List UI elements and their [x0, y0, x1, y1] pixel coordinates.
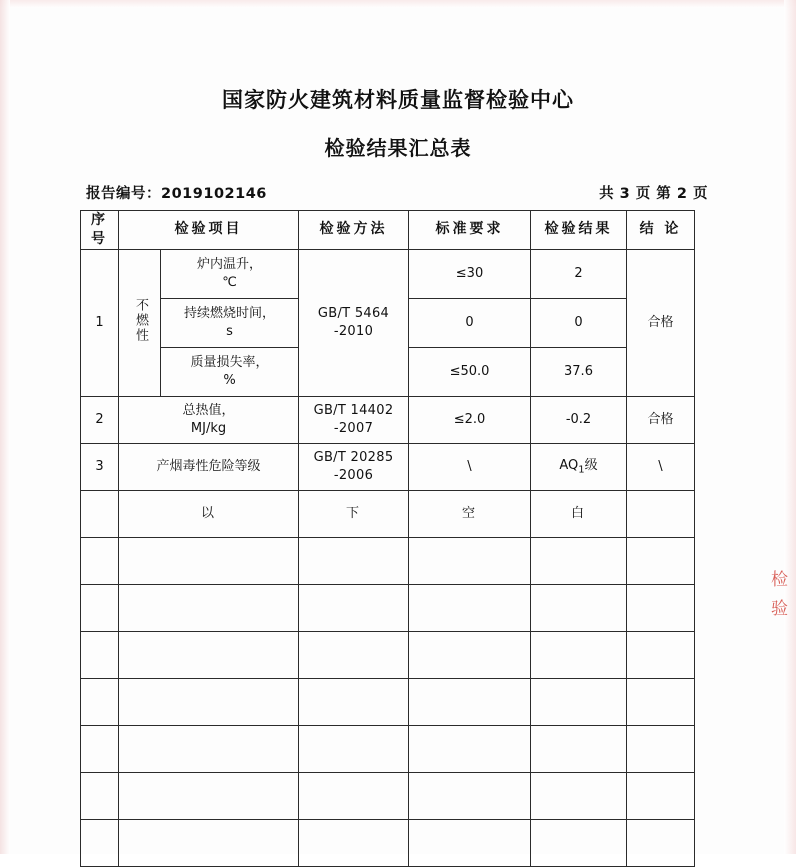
table-row-empty [81, 678, 695, 725]
cell-empty [81, 725, 119, 772]
meta-row [86, 182, 708, 203]
cell-method: 下 [299, 490, 409, 537]
header-standard: 标准要求 [409, 211, 531, 250]
cell-empty [299, 819, 409, 866]
cell-empty [531, 725, 627, 772]
cell-item: 总热值， MJ/kg [119, 396, 299, 443]
cell-empty [299, 537, 409, 584]
cell-empty [299, 772, 409, 819]
cell-empty [409, 631, 531, 678]
cell-empty [409, 772, 531, 819]
cell-empty [81, 584, 119, 631]
cell-empty [119, 819, 299, 866]
cell-item: 产烟毒性危险等级 [119, 443, 299, 490]
cell-empty [627, 819, 695, 866]
cell-result: 0 [531, 298, 627, 347]
cell-result: 2 [531, 249, 627, 298]
cell-empty [81, 631, 119, 678]
results-table [80, 210, 695, 867]
header-item: 检验项目 [119, 211, 299, 250]
cell-empty [531, 537, 627, 584]
cell-standard: ≤30 [409, 249, 531, 298]
cell-empty [531, 819, 627, 866]
cell-result: 白 [531, 490, 627, 537]
cell-empty [81, 772, 119, 819]
cell-empty [81, 537, 119, 584]
table-row-empty [81, 772, 695, 819]
cell-empty [119, 631, 299, 678]
cell-item: 炉内温升， ℃ [161, 249, 299, 298]
cell-empty [299, 584, 409, 631]
cell-empty [627, 584, 695, 631]
cell-method: GB/T 20285 -2006 [299, 443, 409, 490]
cell-empty [299, 678, 409, 725]
table-row-empty [81, 584, 695, 631]
result-prefix: AQ [559, 457, 579, 473]
cell-seq: 3 [81, 443, 119, 490]
report-number: 报告编号：2019102146 [86, 186, 267, 202]
title-block [0, 84, 796, 161]
cell-item: 质量损失率， % [161, 347, 299, 396]
cell-empty [409, 819, 531, 866]
group-label-vertical: 不燃性 [132, 297, 148, 343]
cell-empty [409, 537, 531, 584]
cell-empty [119, 537, 299, 584]
cell-empty [627, 631, 695, 678]
cell-empty [627, 678, 695, 725]
table-row-empty [81, 819, 695, 866]
cell-conclusion: 合格 [627, 249, 695, 396]
cell-standard: 空 [409, 490, 531, 537]
table-row-empty [81, 631, 695, 678]
cell-seq: 2 [81, 396, 119, 443]
page-title: 国家防火建筑材料质量监督检验中心 [222, 88, 574, 112]
cell-empty [299, 725, 409, 772]
page-subtitle: 检验结果汇总表 [324, 136, 472, 160]
cell-conclusion: 合格 [627, 396, 695, 443]
table-row-empty [81, 725, 695, 772]
cell-item: 持续燃烧时间， s [161, 298, 299, 347]
cell-empty [119, 725, 299, 772]
header-seq: 序号 [81, 211, 119, 250]
cell-method: GB/T 5464 -2010 [299, 249, 409, 396]
cell-result: 37.6 [531, 347, 627, 396]
cell-empty [81, 819, 119, 866]
cell-result [531, 443, 627, 490]
cell-empty [119, 584, 299, 631]
cell-empty [409, 725, 531, 772]
cell-result: -0.2 [531, 396, 627, 443]
cell-empty [531, 631, 627, 678]
table-row [81, 249, 695, 298]
red-stamp-mark: 检验 [767, 570, 787, 628]
table-header-row [81, 211, 695, 250]
result-subscript: 1 [578, 464, 585, 476]
cell-empty [299, 631, 409, 678]
cell-empty [627, 537, 695, 584]
page-info: 共 3 页 第 2 页 [599, 186, 708, 202]
cell-standard: ≤2.0 [409, 396, 531, 443]
cell-empty [627, 725, 695, 772]
table-row-empty [81, 537, 695, 584]
cell-method: GB/T 14402 -2007 [299, 396, 409, 443]
header-result: 检验结果 [531, 211, 627, 250]
table-row [81, 443, 695, 490]
cell-empty [119, 678, 299, 725]
cell-conclusion [627, 490, 695, 537]
cell-empty [409, 584, 531, 631]
cell-standard: 0 [409, 298, 531, 347]
cell-empty [81, 678, 119, 725]
cell-empty [409, 678, 531, 725]
cell-empty [119, 772, 299, 819]
table-row-closing [81, 490, 695, 537]
cell-empty [531, 772, 627, 819]
result-suffix: 级 [584, 457, 598, 473]
header-conclusion: 结 论 [627, 211, 695, 250]
table-row [81, 396, 695, 443]
cell-group-label [119, 249, 161, 396]
cell-empty [531, 584, 627, 631]
header-method: 检验方法 [299, 211, 409, 250]
cell-standard: ≤50.0 [409, 347, 531, 396]
scan-edge-top [0, 0, 796, 8]
cell-conclusion: \ [627, 443, 695, 490]
cell-seq [81, 490, 119, 537]
cell-seq: 1 [81, 249, 119, 396]
cell-item: 以 [119, 490, 299, 537]
cell-standard: \ [409, 443, 531, 490]
cell-empty [627, 772, 695, 819]
cell-empty [531, 678, 627, 725]
